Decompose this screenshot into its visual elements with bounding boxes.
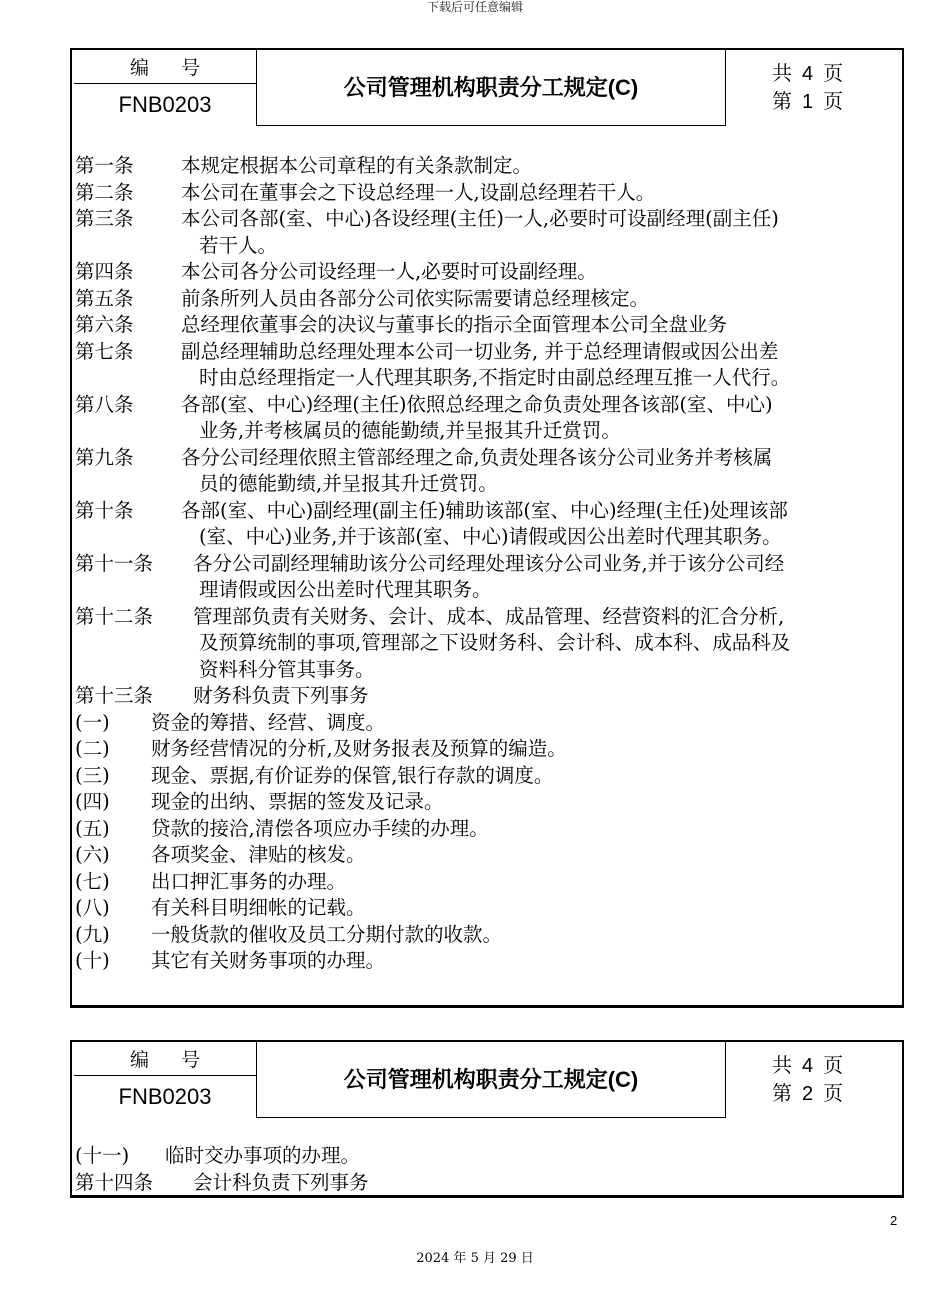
- page-suffix: 页: [823, 89, 844, 113]
- number-cell: [74, 53, 256, 124]
- article-text-cont: 员的德能勤绩,并呈报其升迁赏罚。: [199, 472, 498, 495]
- article-text-cont: 若干人。: [199, 233, 278, 257]
- article-text: 各分公司副经理辅助该分公司经理处理该分公司业务,并于该分公司经: [193, 551, 785, 575]
- total-pages-line: [772, 60, 902, 88]
- item-text: 财务经营情况的分析,及财务报表及预算的编造。: [151, 737, 567, 760]
- list-item: [75, 842, 900, 869]
- page-suffix: 页: [823, 1053, 844, 1077]
- total-pages: 4: [802, 1055, 814, 1077]
- item-label: (十一): [75, 1144, 130, 1167]
- current-page: 1: [802, 91, 814, 113]
- article-text: 各部(室、中心)经理(主任)依照总经理之命负责处理各该部(室、中心): [181, 392, 773, 416]
- document-code: FNB0203: [118, 92, 212, 117]
- list-item: [75, 1143, 900, 1170]
- article-label: 第十条: [75, 498, 134, 522]
- article-text: 管理部负责有关财务、会计、成本、成品管理、经营资料的汇合分析,: [193, 604, 785, 628]
- number-cell: [74, 1045, 256, 1116]
- article-label: 第十三条: [75, 684, 154, 707]
- item-label: (五): [75, 816, 110, 840]
- footer-date: 2024 年 5 月 29 日: [416, 1251, 534, 1266]
- document-sheet-2: [70, 1040, 904, 1198]
- item-text: 资金的筹措、经营、调度。: [151, 710, 386, 734]
- current-prefix: 第: [772, 1081, 792, 1105]
- total-prefix: 共: [772, 1053, 792, 1077]
- item-label: (七): [75, 869, 110, 893]
- list-item: [75, 789, 900, 816]
- list-item: [75, 710, 900, 737]
- item-label: (十): [75, 949, 110, 972]
- article: [75, 498, 900, 551]
- list-item: [75, 816, 900, 843]
- total-pages: 4: [802, 63, 814, 85]
- current-page-line: [772, 88, 902, 116]
- article-label: 第二条: [75, 180, 134, 204]
- item-label: (三): [75, 763, 110, 787]
- article-text: 本公司各分公司设经理一人,必要时可设副经理。: [181, 260, 597, 283]
- article-text-cont: 时由总经理指定一人代理其职务,不指定时由副总经理互推一人代行。: [199, 366, 791, 389]
- top-note: 下载后可任意编辑: [426, 0, 523, 14]
- article-label: 第十四条: [75, 1170, 154, 1194]
- article: [75, 339, 900, 392]
- list-item: [75, 948, 900, 975]
- item-label: (八): [75, 896, 110, 919]
- item-label: (六): [75, 843, 110, 866]
- article-text-cont: (室、中心)业务,并于该部(室、中心)请假或因公出差时代理其职务。: [199, 525, 782, 548]
- article: [75, 551, 900, 604]
- document-title: 公司管理机构职责分工规定(C): [256, 1040, 726, 1118]
- article-text: 会计科负责下列事务: [193, 1170, 369, 1194]
- article-text-cont: 业务,并考核属员的德能勤绩,并呈报其升迁赏罚。: [199, 419, 621, 442]
- article: [75, 604, 900, 684]
- article-text-cont: 资料科分管其事务。: [199, 657, 375, 681]
- article-text: 本公司在董事会之下设总经理一人,设副总经理若干人。: [181, 180, 656, 204]
- article-label: 第一条: [75, 154, 134, 177]
- article: [75, 683, 900, 710]
- item-text: 一般货款的催收及员工分期付款的收款。: [151, 922, 503, 946]
- list-item: [75, 869, 900, 896]
- article-text-cont: 及预算统制的事项,管理部之下设财务科、会计科、成本科、成品科及: [199, 631, 791, 654]
- page-number: 2: [890, 1213, 898, 1228]
- total-prefix: 共: [772, 61, 792, 85]
- item-label: (一): [75, 710, 110, 734]
- list-item: [75, 763, 900, 790]
- article-label: 第四条: [75, 260, 134, 283]
- article-label: 第十一条: [75, 551, 154, 575]
- item-text: 各项奖金、津贴的核发。: [151, 843, 366, 866]
- article: [75, 1170, 900, 1197]
- article-label: 第三条: [75, 207, 134, 230]
- article-text: 总经理依董事会的决议与董事长的指示全面管理本公司全盘业务: [181, 313, 728, 336]
- current-page-line: [772, 1080, 902, 1108]
- article-label: 第七条: [75, 339, 134, 363]
- article-text: 前条所列人员由各部分公司依实际需要请总经理核定。: [181, 286, 650, 310]
- item-label: (四): [75, 790, 110, 813]
- list-item: [75, 922, 900, 949]
- regulation-body: [75, 1143, 900, 1196]
- item-text: 出口押汇事务的办理。: [151, 869, 347, 893]
- item-text: 有关科目明细帐的记载。: [151, 896, 366, 919]
- regulation-body: [75, 153, 900, 975]
- list-item: [75, 895, 900, 922]
- article-label: 第六条: [75, 313, 134, 336]
- article-text: 本公司各部(室、中心)各设经理(主任)一人,必要时可设副经理(副主任): [181, 207, 779, 230]
- document-title: 公司管理机构职责分工规定(C): [256, 48, 726, 126]
- item-text: 现金的出纳、票据的签发及记录。: [151, 790, 444, 813]
- item-text: 其它有关财务事项的办理。: [151, 949, 386, 972]
- article: [75, 153, 900, 180]
- article-label: 第五条: [75, 286, 134, 310]
- document-sheet-1: [70, 48, 904, 1008]
- page-info: [772, 60, 902, 116]
- article: [75, 180, 900, 207]
- number-label: 编号: [74, 53, 256, 84]
- item-label: (九): [75, 922, 110, 946]
- article: [75, 445, 900, 498]
- page-suffix: 页: [823, 1081, 844, 1105]
- article-text-cont: 理请假或因公出差时代理其职务。: [199, 578, 492, 601]
- number-label: 编号: [74, 1045, 256, 1076]
- article-label: 第十二条: [75, 604, 154, 628]
- item-text: 贷款的接洽,清偿各项应办手续的办理。: [151, 816, 489, 840]
- item-label: (二): [75, 737, 110, 760]
- article-text: 副总经理辅助总经理处理本公司一切业务, 并于总经理请假或因公出差: [181, 339, 779, 363]
- current-page: 2: [802, 1083, 814, 1105]
- item-text: 临时交办事项的办理。: [165, 1144, 361, 1167]
- document-code: FNB0203: [118, 1084, 212, 1109]
- article-label: 第九条: [75, 445, 134, 469]
- article: [75, 392, 900, 445]
- page-suffix: 页: [823, 61, 844, 85]
- list-item: [75, 736, 900, 763]
- article-text: 各部(室、中心)副经理(副主任)辅助该部(室、中心)经理(主任)处理该部: [181, 498, 788, 522]
- article-text: 本规定根据本公司章程的有关条款制定。: [181, 154, 533, 177]
- total-pages-line: [772, 1052, 902, 1080]
- item-text: 现金、票据,有价证券的保管,银行存款的调度。: [151, 763, 554, 787]
- page-info: [772, 1052, 902, 1108]
- article: [75, 259, 900, 286]
- article-text: 财务科负责下列事务: [193, 684, 369, 707]
- article-label: 第八条: [75, 392, 134, 416]
- article: [75, 286, 900, 313]
- article: [75, 206, 900, 259]
- current-prefix: 第: [772, 89, 792, 113]
- article-text: 各分公司经理依照主管部经理之命,负责处理各该分公司业务并考核属: [181, 445, 773, 469]
- article: [75, 312, 900, 339]
